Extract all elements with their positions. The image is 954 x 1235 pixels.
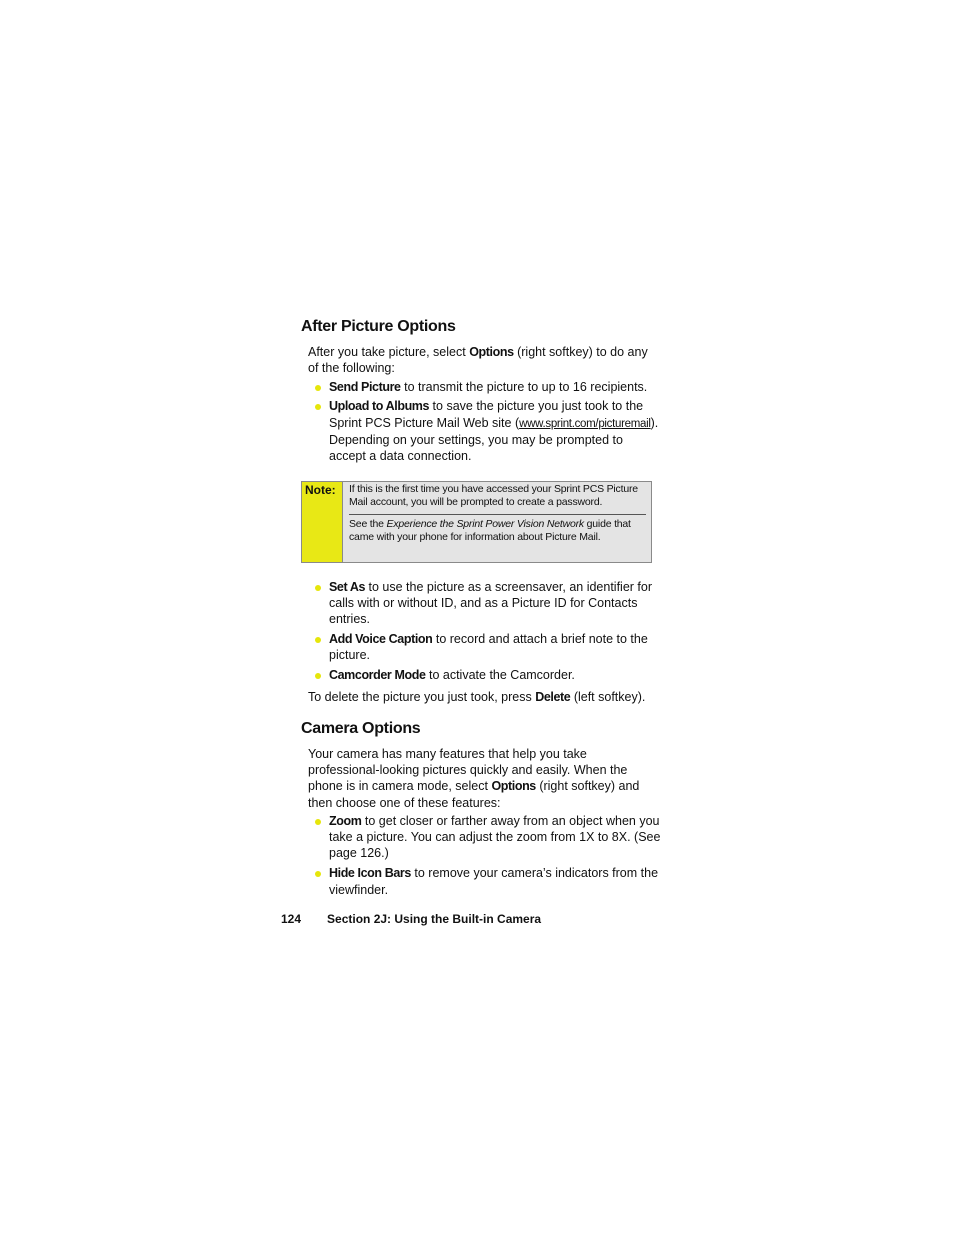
camera-options-list: [301, 813, 661, 898]
term-send-picture: Send Picture: [329, 379, 401, 394]
after-picture-list-b: [301, 579, 661, 684]
page-footer: [281, 912, 541, 926]
section-heading-camera-options: Camera Options: [301, 719, 421, 737]
camera-intro-text: Your camera has many features that help you take professional-looking pictures quickly and easily. When the phone is in camera mode, select: [308, 746, 628, 794]
list-item: [329, 398, 661, 464]
bullet-icon: [315, 673, 321, 679]
note-body: [343, 482, 651, 562]
picturemail-link[interactable]: www.sprint.com/picturemail: [519, 417, 651, 430]
note-guide-title: Experience the Sprint Power Vision Network: [386, 517, 584, 530]
item-text-end: ). Depending on your settings, you may be prompted to accept a data connection.: [329, 415, 659, 464]
intro-paragraph: [308, 344, 661, 377]
intro-options-term: Options: [469, 345, 514, 359]
bullet-icon: [315, 819, 321, 825]
term-zoom: Zoom: [329, 813, 362, 828]
note-text-end: guide that came with your phone for information about Picture Mail.: [349, 517, 631, 544]
closing-text: To delete the picture you just took, press: [308, 690, 536, 705]
camera-intro-text-end: (right softkey) and then choose one of these features:: [308, 779, 640, 810]
term-camcorder-mode: Camcorder Mode: [329, 668, 426, 683]
note-paragraph-2: [349, 518, 646, 545]
closing-paragraph: [308, 689, 661, 705]
list-item: [329, 813, 661, 862]
note-paragraph-1: If this is the first time you have accessed your Sprint PCS Picture Mail account, you will be prompted to create a password.: [349, 482, 638, 509]
item-text: to get closer or farther away from an object when you take a picture. You can adjust the zoom from 1X to 8X. (See page 126.): [329, 813, 661, 861]
term-upload-to-albums: Upload to Albums: [329, 399, 430, 414]
bullet-icon: [315, 637, 321, 643]
bullet-icon: [315, 404, 321, 410]
note-label: Note:: [302, 482, 343, 562]
term-set-as: Set As: [329, 579, 366, 594]
note-divider: [349, 514, 646, 515]
list-item: [329, 379, 661, 395]
camera-intro-options-term: Options: [491, 779, 536, 794]
term-hide-icon-bars: Hide Icon Bars: [329, 866, 411, 881]
camera-intro-paragraph: [308, 746, 661, 811]
page-content: [301, 316, 661, 901]
intro-text: After you take picture, select: [308, 345, 470, 359]
footer-section-title: Section 2J: Using the Built-in Camera: [327, 912, 542, 926]
note-box: [301, 481, 652, 563]
item-text: to activate the Camcorder.: [425, 668, 575, 683]
after-picture-list-a: [301, 379, 661, 465]
bullet-icon: [315, 385, 321, 391]
item-text: to use the picture as a screensaver, an identifier for calls with or without ID, and as a Picture ID for Contacts entries.: [329, 579, 653, 627]
term-add-voice-caption: Add Voice Caption: [329, 631, 433, 646]
closing-text-end: (left softkey).: [570, 690, 646, 705]
page-number: 124: [281, 912, 302, 926]
item-text: to save the picture you just took to the Sprint PCS Picture Mail Web site (: [329, 399, 644, 430]
list-item: [329, 667, 661, 683]
list-item: [329, 865, 661, 898]
item-text: to remove your camera’s indicators from the viewfinder.: [329, 866, 659, 897]
section-heading-after-picture-options: After Picture Options: [301, 318, 456, 335]
item-text: to record and attach a brief note to the picture.: [329, 631, 648, 663]
intro-text-end: (right softkey) to do any of the following:: [308, 345, 648, 376]
bullet-icon: [315, 871, 321, 877]
bullet-icon: [315, 585, 321, 591]
list-item: [329, 631, 661, 664]
list-item: [329, 579, 661, 628]
closing-delete-term: Delete: [535, 690, 571, 705]
note-text: See the: [349, 517, 387, 530]
item-text: to transmit the picture to up to 16 recipients.: [400, 379, 648, 394]
